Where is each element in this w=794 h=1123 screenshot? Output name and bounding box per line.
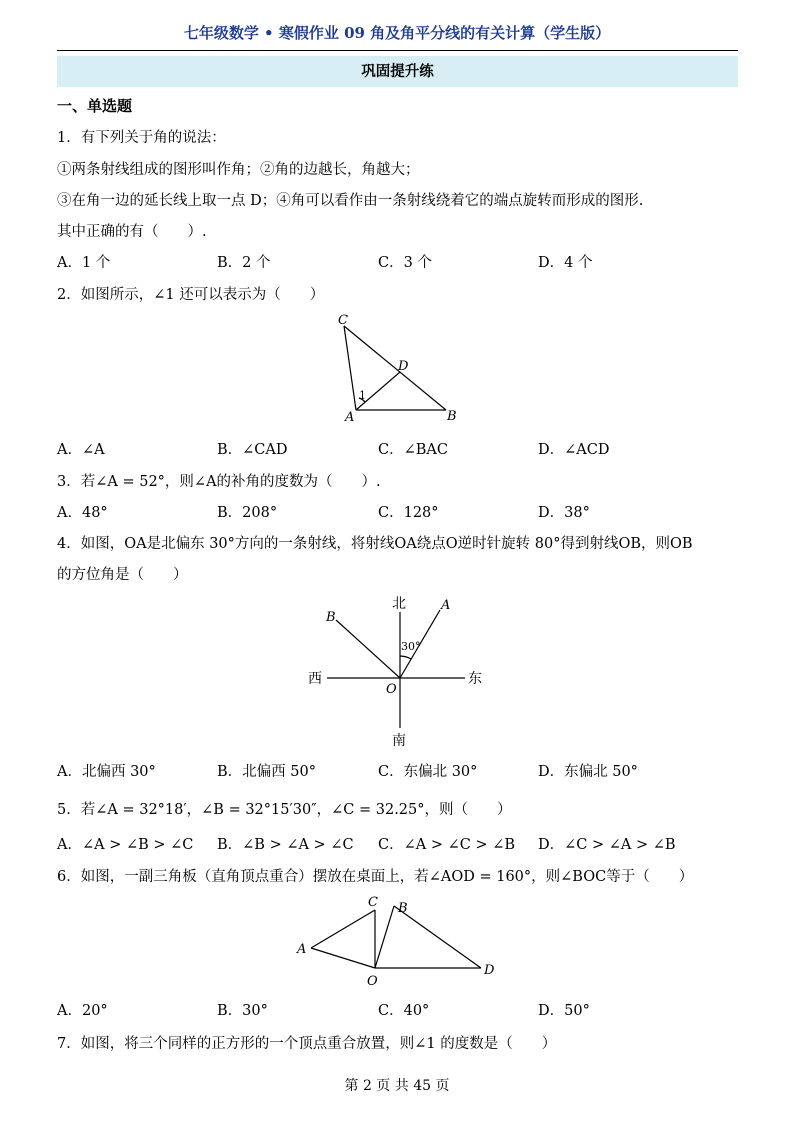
q5-stem: 5．若∠A = 32°18′，∠B = 32°15′30″，∠C = 32.25°，则（ ）	[57, 802, 512, 818]
q1-option-a: A．1 个	[57, 255, 111, 271]
q6-label-c: C	[368, 895, 378, 910]
q4-label-b: B	[326, 610, 336, 625]
q1-line2: ③在角一边的延长线上取一点 D；④角可以看作由一条射线绕着它的端点旋转而形成的图形.	[57, 193, 644, 209]
q6-label-o: O	[367, 974, 378, 989]
q2-option-c: C．∠BAC	[378, 442, 448, 458]
q2-option-b: B．∠CAD	[217, 442, 288, 458]
q1-option-b: B．2 个	[217, 255, 271, 271]
q4-label-a: A	[441, 598, 451, 613]
q6-option-a: A．20°	[57, 1003, 108, 1019]
q5-option-c: C．∠A > ∠C > ∠B	[378, 837, 515, 853]
q1-option-c: C．3 个	[378, 255, 432, 271]
q2-label-c: C	[338, 313, 348, 328]
q5-option-a: A．∠A > ∠B > ∠C	[57, 837, 194, 853]
q4-compass-figure	[300, 590, 500, 752]
q3-option-d: D．38°	[538, 505, 590, 521]
q4-label-north: 北	[392, 596, 406, 612]
q5-option-d: D．∠C > ∠A > ∠B	[538, 837, 676, 853]
q3-option-a: A．48°	[57, 505, 108, 521]
q1-line1: ①两条射线组成的图形叫作角；②角的边越长，角越大；	[57, 162, 420, 178]
q6-option-d: D．50°	[538, 1003, 590, 1019]
q2-label-d: D	[398, 359, 409, 374]
q6-option-b: B．30°	[217, 1003, 268, 1019]
q6-label-a: A	[297, 942, 307, 957]
q4-label-east: 东	[468, 671, 482, 687]
header-rule	[57, 50, 738, 51]
page-footer: 第 2 页 共 45 页	[344, 1078, 450, 1094]
document-title: 七年级数学 • 寒假作业 09 角及角平分线的有关计算（学生版）	[183, 24, 611, 42]
q2-triangle-figure	[330, 310, 465, 430]
q3-stem: 3．若∠A = 52°，则∠A的补角的度数为（ ）.	[57, 474, 381, 490]
q4-label-south: 南	[392, 733, 406, 749]
q6-label-b: B	[398, 901, 408, 916]
q2-stem: 2．如图所示，∠1 还可以表示为（ ）	[57, 287, 325, 303]
q4-angle-label: 30°	[401, 640, 421, 653]
q4-option-d: D．东偏北 50°	[538, 764, 638, 780]
q1-option-d: D．4 个	[538, 255, 593, 271]
q4-stem-cont: 的方位角是（ ）	[57, 567, 188, 583]
q2-label-b: B	[447, 409, 457, 424]
section-heading: 一、单选题	[57, 97, 133, 115]
q4-option-c: C．东偏北 30°	[378, 764, 478, 780]
q2-label-1: 1	[359, 389, 366, 402]
q6-set-squares-figure	[295, 892, 505, 992]
q7-stem: 7．如图，将三个同样的正方形的一个顶点重合放置，则∠1 的度数是（ ）	[57, 1036, 557, 1052]
q5-option-b: B．∠B > ∠A > ∠C	[217, 837, 354, 853]
q2-label-a: A	[345, 410, 355, 425]
q1-line3: 其中正确的有（ ）.	[57, 224, 207, 240]
q2-option-d: D．∠ACD	[538, 442, 610, 458]
q2-option-a: A．∠A	[57, 442, 105, 458]
q6-option-c: C．40°	[378, 1003, 430, 1019]
q3-option-c: C．128°	[378, 505, 439, 521]
q4-option-a: A．北偏西 30°	[57, 764, 156, 780]
q3-option-b: B．208°	[217, 505, 278, 521]
q6-stem: 6．如图，一副三角板（直角顶点重合）摆放在桌面上，若∠AOD = 160°，则∠BOC等于（ ）	[57, 869, 694, 885]
q4-label-o: O	[386, 682, 397, 697]
q4-stem: 4．如图，OA是北偏东 30°方向的一条射线，将射线OA绕点O逆时针旋转 80°得到射线OB，则OB	[57, 536, 693, 552]
q1-stem: 1．有下列关于角的说法：	[57, 130, 226, 146]
q4-label-west: 西	[308, 671, 322, 687]
q6-label-d: D	[484, 963, 495, 978]
section-band: 巩固提升练	[57, 56, 738, 87]
q4-option-b: B．北偏西 50°	[217, 764, 316, 780]
